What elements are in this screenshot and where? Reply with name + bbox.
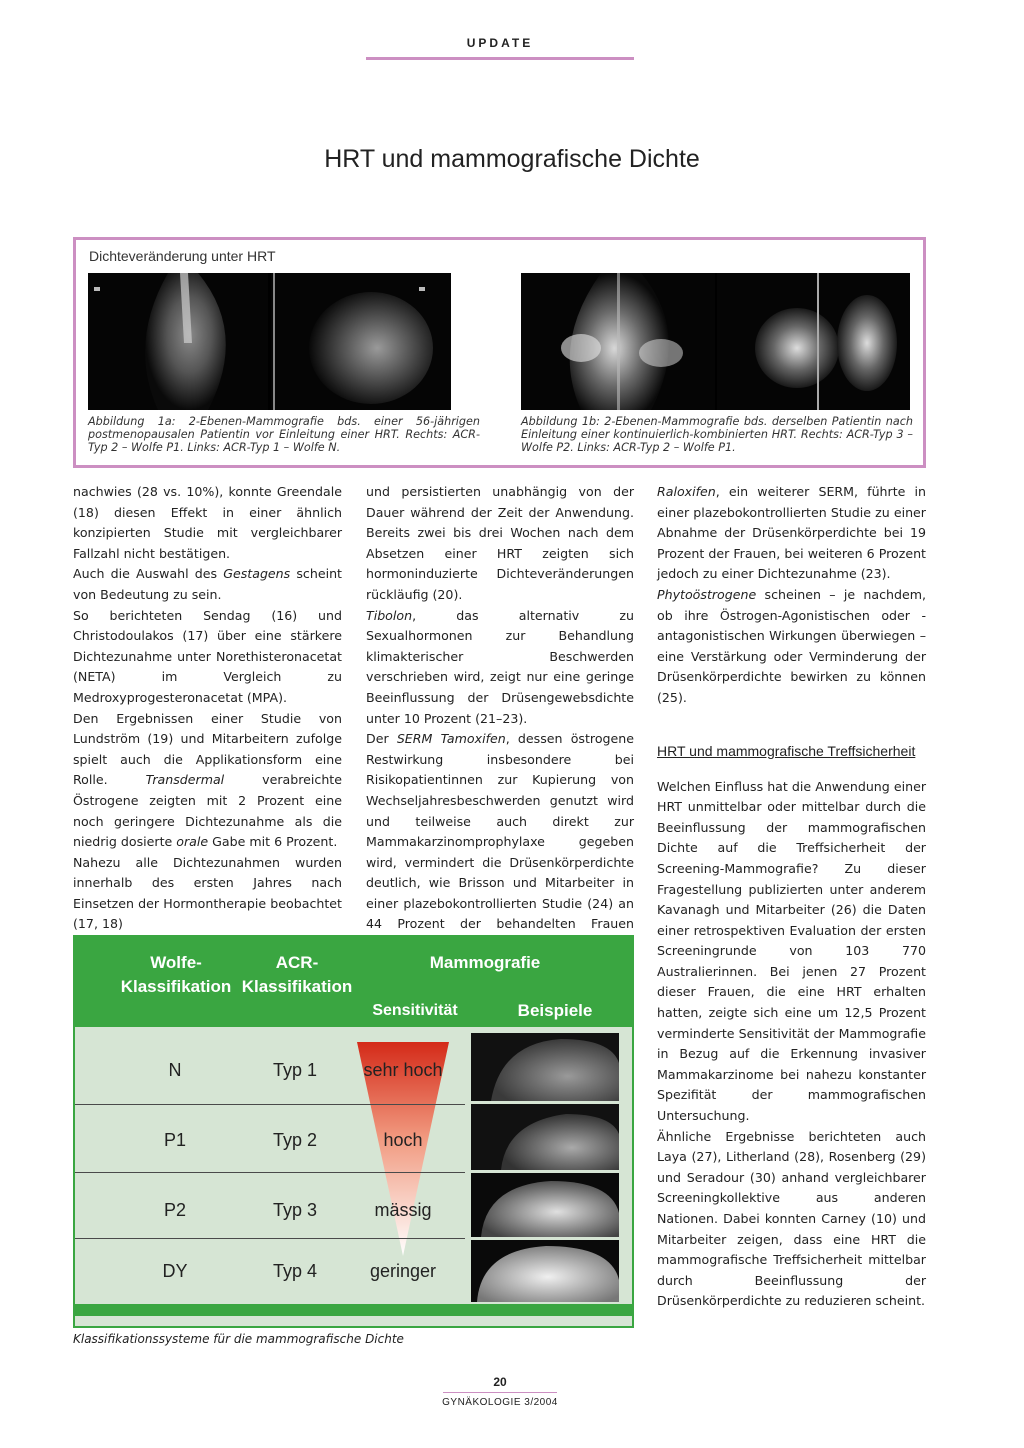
header-mammografie: Mammografie xyxy=(429,953,541,972)
sensitivity-cell: hoch xyxy=(383,1130,423,1150)
text-span: , das alternativ zu Sexualhormonen zur Behandlung klimakterischer Beschwerden verschrieben wird, zeigt nur eine geringe Beeinflussung der Drüsengewebsdichte unter 10 Prozent (21–23). xyxy=(366,607,634,726)
paragraph xyxy=(366,606,634,730)
text-span: Den Ergebnissen einer Studie von Lundström (19) und Mitarbeitern zufolge spielt auch die Applikationsform eine Rolle. xyxy=(73,710,342,788)
text-span: , ein weiterer SERM, führte in einer plazebokontrollierten Studie zu einer Abnahme der Drüsenkörperdichte bei 19 Prozent der Frauen, bei weiteren 6 Prozent jedoch zu einer Dichtezunahme (23). xyxy=(657,484,926,582)
paragraph xyxy=(657,482,926,585)
text-column-1 xyxy=(73,482,342,935)
italic-term: orale xyxy=(176,834,209,850)
article-title: HRT und mammografische Dichte xyxy=(324,145,700,173)
paragraph xyxy=(657,585,926,709)
acr-cell: Typ 2 xyxy=(272,1130,318,1150)
text-span: Der xyxy=(366,731,397,747)
row-divider xyxy=(75,1104,465,1105)
text-span: Auch die Auswahl des xyxy=(73,566,224,582)
classification-table xyxy=(73,935,634,1328)
paragraph: Ähnliche Ergebnisse berichteten auch Laya (27), Litherland (28), Rosenberg (29) und Seradour (30) anhand vergleichbarer Screeningkollektive aus anderen Nationen. Dabei konnten Carney (10) und Mitarbeiter zeigen, dass eine HRT die mammografische Treffsicherheit mittelbar durch Beeinflussung der Drüsenkörperdichte zu reduzieren scheint. xyxy=(657,1128,926,1309)
example-mammogram xyxy=(471,1104,619,1170)
mammogram-image xyxy=(88,273,269,410)
text-span: Gabe mit 6 Prozent. xyxy=(208,834,338,850)
acr-cell: Typ 1 xyxy=(272,1060,318,1080)
paragraph: Nahezu alle Dichtezunahmen wurden innerhalb des ersten Jahres nach Einsetzen der Hormontherapie beobachtet (17, 18) xyxy=(73,854,342,932)
text-span: verabreichte Östrogene zeigten mit 2 Prozent eine noch geringere Dichtezunahme als die niedrig dosierte xyxy=(73,772,342,850)
header-text: Klassifikation xyxy=(120,977,232,996)
example-mammogram xyxy=(471,1173,619,1237)
sensitivity-cell: geringer xyxy=(369,1261,437,1281)
mammogram-image xyxy=(717,273,911,410)
subheading: HRT und mammografische Treffsicherheit xyxy=(657,742,916,759)
paragraph: So berichteten Sendag (16) und Christodoulakos (17) über eine stärkere Dichtezunahme unter Norethisteronacetat (NETA) im Vergleich zu Medroxyprogesteronacetat (MPA). xyxy=(73,607,342,705)
paragraph: Welchen Einfluss hat die Anwendung einer HRT unmittelbar oder mittelbar durch die Beeinflussung der mammografischen Dichte auf die Treffsicherheit der Screening-Mammografie? Zu dieser Fragestellung publizierten unter anderem Kavanagh und Mitarbeiter (26) die Daten einer retrospektiven Evaluation der ersten Screeningrunde von 103 770 Australierinnen. Bei jenen 27 Prozent dieser Frauen, die eine HRT erhalten hatten, zeigte sich eine um 12,5 Prozent verminderte Sensitivität der Mammografie in Bezug auf die Erkennung invasiver Mammakarzinome bei nahezu konstanter Spezifität der mammografischen Untersuchung. xyxy=(657,778,926,1124)
section-rule xyxy=(366,57,634,60)
row-divider xyxy=(75,1238,465,1239)
italic-term: Tibolon xyxy=(366,607,413,623)
acr-cell: Typ 3 xyxy=(272,1200,318,1220)
example-mammogram xyxy=(471,1033,619,1101)
journal-name: GYNÄKOLOGIE 3/2004 xyxy=(442,1397,558,1408)
sensitivity-cell: mässig xyxy=(374,1200,432,1220)
mammogram-image xyxy=(521,273,715,410)
italic-term: Gestagens xyxy=(223,566,291,582)
example-mammogram xyxy=(471,1240,619,1302)
footer-rule xyxy=(443,1392,557,1393)
italic-term: Raloxifen xyxy=(657,484,716,499)
mammogram-image xyxy=(271,273,452,410)
header-text: ACR- xyxy=(275,953,319,972)
wolfe-cell: P1 xyxy=(163,1130,187,1150)
italic-term: Transdermal xyxy=(145,772,225,788)
paragraph: und persistierten unabhängig von der Dauer während der Zeit der Anwendung. Bereits zwei bis drei Wochen nach dem Absetzen einer HRT zeigten sich hormoninduzierte Dichteveränderungen rückläufig (20). xyxy=(366,484,634,602)
table-header xyxy=(75,937,632,1027)
text-span: , dessen östrogene Restwirkung insbesondere bei Risikopatientinnen zur Kupierung von Wechseljahresbeschwerden genutzt wird und teilweise auch direkt zur Mammakarzinomprophylaxe gegeben wird, vermindert die Drüsenkörperdichte deutlich, wie Brisson und Mitarbeiter in einer plazebokontrollierten Studie (24) an 44 Prozent der behandelten Frauen xyxy=(366,731,634,932)
mammogram-pair-1a xyxy=(88,273,451,410)
header-examples: Beispiele xyxy=(517,1001,593,1020)
sensitivity-cell: sehr hoch xyxy=(363,1060,443,1080)
acr-cell: Typ 4 xyxy=(272,1261,318,1281)
section-label: UPDATE xyxy=(466,36,534,50)
paragraph xyxy=(73,709,342,853)
wolfe-cell: DY xyxy=(162,1261,188,1281)
text-column-3 xyxy=(657,482,926,1312)
header-text: Klassifikation xyxy=(241,977,353,996)
header-sensitivity: Sensitivität xyxy=(372,1002,458,1019)
wolfe-cell: P2 xyxy=(163,1200,187,1220)
paragraph xyxy=(366,729,634,956)
table-footer-bar xyxy=(75,1304,632,1316)
mammogram-pair-1b xyxy=(521,273,910,410)
figure-title: Dichteveränderung unter HRT xyxy=(89,248,276,264)
text-span: scheinen – je nachdem, ob ihre Östrogen-Agonistischen oder -antagonistischen Wirkungen überwiegen – eine Verstärkung oder Verminderung der Drüsenkörperdichte bewirken zu können (25). xyxy=(657,586,926,705)
text-column-2 xyxy=(366,482,634,956)
header-acr xyxy=(237,951,357,999)
text-span: scheint von Bedeutung zu sein. xyxy=(73,566,342,602)
header-wolfe xyxy=(113,951,239,999)
figure-caption-1b: Abbildung 1b: 2-Ebenen-Mammografie bds. derselben Patientin nach Einleitung einer kontinuierlich-kombinierten HRT. Rechts: ACR-Typ 3 – Wolfe P2. Links: ACR-Typ 2 – Wolfe P1. xyxy=(521,415,913,454)
table-caption: Klassifikationssysteme für die mammografische Dichte xyxy=(73,1332,404,1346)
italic-term: SERM Tamoxifen xyxy=(396,731,506,747)
page-number: 20 xyxy=(493,1375,507,1389)
figure-caption-1a: Abbildung 1a: 2-Ebenen-Mammografie bds. einer 56-jährigen postmenopausalen Patientin vor Einleitung einer HRT. Rechts: ACR-Typ 2 – Wolfe P1. Links: ACR-Typ 1 – Wolfe N. xyxy=(88,415,480,454)
wolfe-cell: N xyxy=(168,1060,182,1080)
paragraph: nachwies (28 vs. 10%), konnte Greendale (18) diesen Effekt in einer ähnlich konzipierten Studie mit vergleichbarer Fallzahl nicht bestätigen. xyxy=(73,484,342,561)
paragraph xyxy=(73,564,342,605)
row-divider xyxy=(75,1172,465,1173)
figure-box xyxy=(73,237,926,468)
header-text: Wolfe- xyxy=(150,953,202,972)
italic-term: Phytoöstrogene xyxy=(657,586,757,602)
